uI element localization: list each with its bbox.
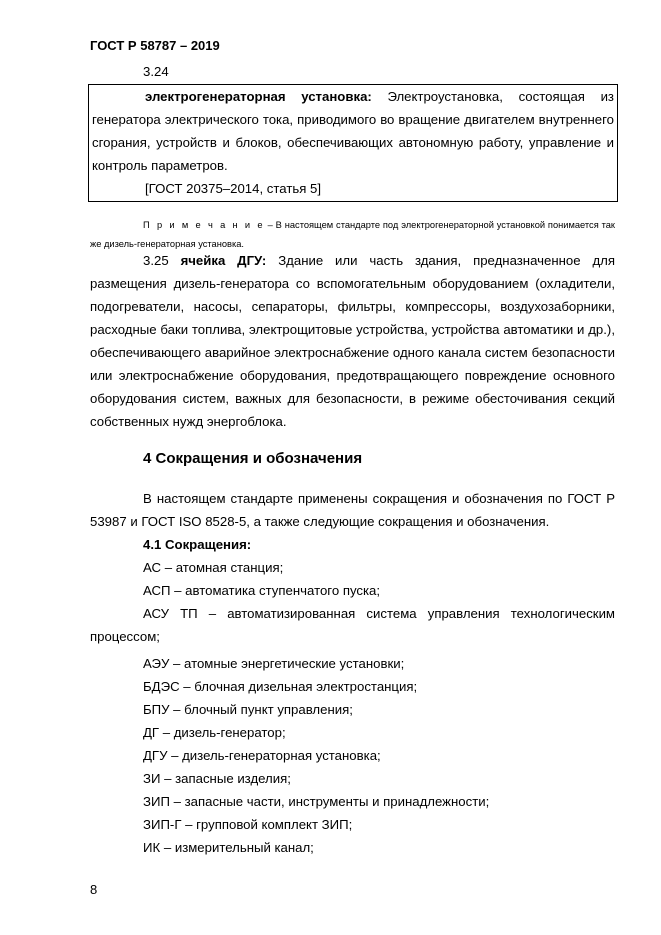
abbreviation-item: ЗИП – запасные части, инструменты и принадлежности; <box>143 794 490 809</box>
section-intro: В настоящем стандарте применены сокращения и обозначения по ГОСТ Р 53987 и ГОСТ ISO 8528-5, а также следующие сокращения и обозначения. <box>90 491 615 529</box>
abbreviation-item: АС – атомная станция; <box>143 560 284 575</box>
term-definition-box <box>88 84 618 202</box>
term-3-25-name: ячейка ДГУ: <box>180 253 267 268</box>
subsection-title: 4.1 Сокращения: <box>143 537 252 552</box>
abbreviation-item: БПУ – блочный пункт управления; <box>143 702 353 717</box>
abbreviation-item: ДГУ – дизель-генераторная установка; <box>143 748 381 763</box>
abbreviation-item: ДГ – дизель-генератор; <box>143 725 286 740</box>
term-number: 3.24 <box>143 64 169 79</box>
section-title: 4 Сокращения и обозначения <box>143 450 363 467</box>
abbreviation-item: ИК – измерительный канал; <box>143 840 314 855</box>
abbreviation-item: АСУ ТП – автоматизированная система управления технологическим процессом; <box>90 606 615 644</box>
term-definition <box>92 85 614 177</box>
note-label: П р и м е ч а н и е <box>143 220 265 230</box>
document-header: ГОСТ Р 58787 – 2019 <box>90 38 220 53</box>
term-3-25-definition: Здание или часть здания, предназначенное для размещения дизель-генератора со вспомогательным оборудованием (охладители, подогреватели, насосы, сепараторы, фильтры, компрессоры, воздухозаборники, расходные баки топлива, электрощитовые устройства, устройства автоматики и др.), обеспечивающего аварийное электроснабжение одного канала систем безопасности или электроснабжение оборудования, предотвращающего повреждение основного оборудования систем, важных для безопасности, в режиме обесточивания секций собственных нужд энергоблока. <box>90 253 615 429</box>
abbreviation-item: ЗИ – запасные изделия; <box>143 771 291 786</box>
term-definition-text: Электроустановка, состоящая из генератора электрического тока, приводимого во вращение двигателем внутреннего сгорания, устройств и блоков, обеспечивающих автономную работу, управление и контроль параметров. <box>92 89 614 173</box>
term-name: электрогенераторная установка: <box>145 89 372 104</box>
note-text: – В настоящем стандарте под электрогенераторной установкой понимается так же дизель-генераторная установка. <box>90 220 615 249</box>
abbreviation-item: АЭУ – атомные энергетические установки; <box>143 656 405 671</box>
term-source: [ГОСТ 20375‒2014, статья 5] <box>145 181 322 196</box>
abbreviation-item: АСП – автоматика ступенчатого пуска; <box>143 583 381 598</box>
page-number: 8 <box>90 882 98 897</box>
term-3-25 <box>90 249 615 433</box>
abbreviation-item: ЗИП-Г – групповой комплект ЗИП; <box>143 817 353 832</box>
abbreviation-item: БДЭС – блочная дизельная электростанция; <box>143 679 418 694</box>
term-3-25-number: 3.25 <box>143 253 181 268</box>
